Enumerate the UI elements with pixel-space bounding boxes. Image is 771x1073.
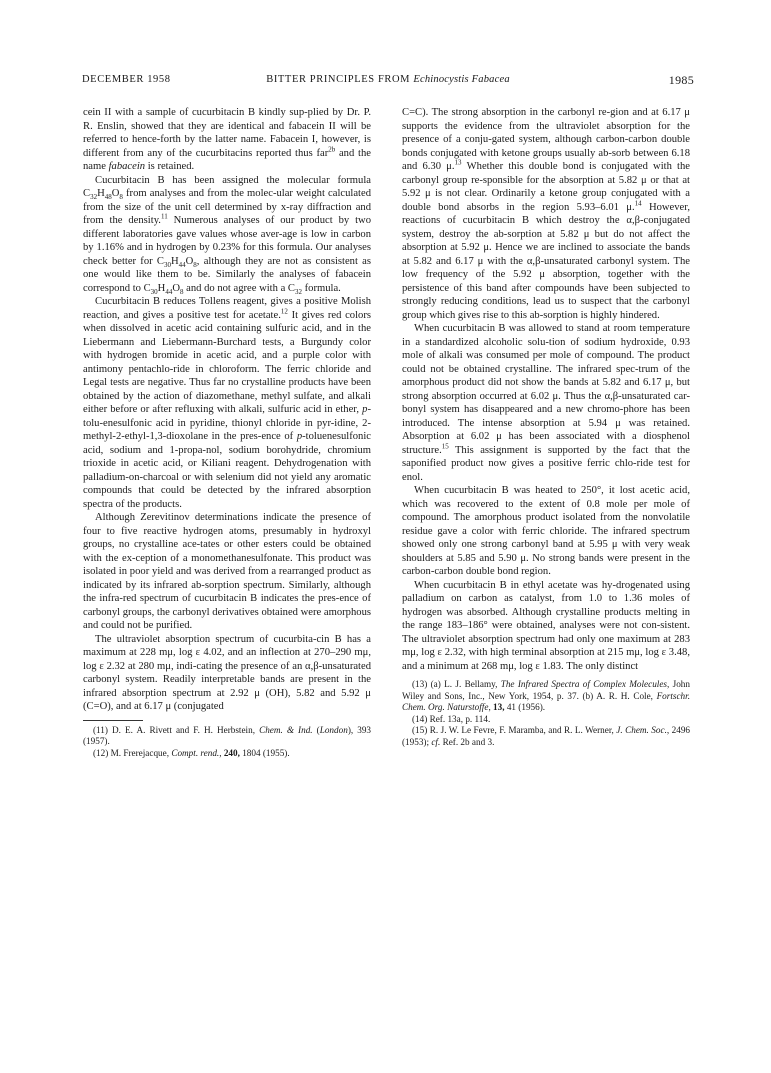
header-title-italic: Echinocystis Fabacea [413,74,510,85]
page-number: 1985 [668,73,694,87]
footnote-11: (11) D. E. A. Rivett and F. H. Herbstein, Chem. & Ind. (London), 393 (1957). [83,724,372,746]
running-header [82,74,694,88]
footnote-15: (15) R. J. W. Le Fevre, F. Maramba, and R. L. Werner, J. Chem. Soc., 2496 (1953); cf. Ref. 2b and 3. [402,725,691,747]
header-title [82,74,694,85]
paragraph: Cucurbitacin B has been assigned the molecular formula $C_{32}H_{48}O_8$ from analyses and from the molec-ular weight calculated from the size of the unit cell determined by x-ray diffraction and from the density.$^{11}$ Numerous analyses of our product by two different laboratories gave values whose aver-age is low in carbon by 1.16% and in hydrogen by 0.23% for this formula. Our analyses check better for $C_{30}H_{44}O_8$, although they are not as consistent as one would like them to be. Similarly the analyses of fabacein correspond to $C_{30}H_{44}O_8$ and do not agree with a $C_{32}$ formula. [83,174,371,296]
left-column [83,106,371,759]
footnote-13: (13) (a) L. J. Bellamy, The Infrared Spectra of Complex Molecules, John Wiley and Sons, Inc., New York, 1954, p. 37. (b) A. R. H. Cole, Fortschr. Chem. Org. Naturstoffe, 13, 41 (1956). [402,679,690,712]
footnotes-right [402,679,690,748]
footnotes-left [83,725,371,760]
footnote-14: (14) Ref. 13a, p. 114. [412,713,491,724]
header-title-plain: BITTER PRINCIPLES FROM [266,74,411,85]
footnote-rule [83,720,143,721]
paragraph: cein II with a sample of cucurbitacin B kindly sup-plied by Dr. P. R. Enslin, showed that they are identical and fabacein II will be referred to hence-forth by the latter name. Fabacein I, however, is different from any of the cucurbitacins reported thus far$^{2b}$ and the name fabacein is retained. [83,107,371,172]
footnote-12: (12) M. Frerejacque, Compt. rend., 240, 1804 (1955). [93,747,290,758]
paragraph: Although Zerevitinov determinations indicate the presence of four to five reactive hydrogen atoms, presumably in hydroxyl groups, no crystalline ace-tates or other esters could be obtained with the ex-ception of a monomethanesulfonate. This product was isolated in poor yield and was derived from a rearranged product as indicated by its infrared ab-sorption spectrum. Similarly, although the infra-red spectrum of cucurbitacin B indicates the pres-ence of carbonyl groups, the carbonyl derivatives obtained were amorphous and could not be purified. [83,512,371,631]
right-column [402,106,690,748]
paragraph: When cucurbitacin B was allowed to stand at room temperature in a standardized alcoholic solu-tion of sodium hydroxide, 0.93 mole of alkali was consumed per mole of compound. The product could not be obtained crystalline. The infrared spec-trum of the amorphous product did not show the bands at 5.82 and 6.17 μ, but strong absorption occurred at 6.02 μ. Thus the α,β-unsaturated car-bonyl system has disappeared and a new chromo-phore has been introduced. The intense absorption at 5.94 μ was retained. Absorption at 6.02 μ has been associated with a diosphenol structure.$^{15}$ This assignment is supported by the fact that the saponified product now gives a positive ferric chlo-ride test for enol. [402,323,690,483]
paragraph: Cucurbitacin B reduces Tollens reagent, gives a positive Molish reaction, and gives a positive test for acetate.$^{12}$ It gives red colors when dissolved in acetic acid containing sulfuric acid, and in the Liebermann and Liebermann-Burchard tests, a Burgundy color with hydrogen bromide in acetic acid, and a purple color with antimony pentachlo-ride in chloroform. The ferric chloride and Legal tests are negative. Thus far no crystalline products have been obtained by the action of diazomethane, methyl sulfate, and alkali either before or after refluxing with alkali, sulfuric acid in ether, p-tolu-enesulfonic acid in pyridine, thionyl chloride in pyr-idine, 2-methyl-2-ethyl-1,3-dioxolane in the pres-ence of p-toluenesulfonic acid, sodium and 1-propa-nol, sodium borohydride, chromium trioxide in acetic acid, or Kiliani reagent. Dehydrogenation with palladium-on-charcoal or with selenium did not yield any aromatic compounds that could be detected by the infrared absorption spectra of the products. [83,296,371,510]
paragraph: When cucurbitacin B was heated to 250°, it lost acetic acid, which was recovered to the extent of 0.8 mole per mole of compound. The amorphous product isolated from the nonvolatile residue gave a color with ferric chloride. The infrared spectrum showed only one strong carbonyl band at 5.95 μ with very weak shoulders at 5.85 and 5.90 μ. No strong bands were present in the carbon-carbon double bond region. [402,485,690,577]
header-date: DECEMBER 1958 [82,74,171,85]
paragraph: When cucurbitacin B in ethyl acetate was hy-drogenated using palladium on carbon as catalyst, from 1.0 to 1.36 moles of hydrogen was absorbed. Although crystalline products melting in the range 183–186° were obtained, analyses were not con-sistent. The ultraviolet absorption spectrum had only one maximum at 283 mμ, log ε 2.32, with high terminal absorption at 215 mμ, log ε 3.48, and a minimum at 268 mμ, log ε 1.83. The only distinct [402,579,690,672]
paragraph: C=C). The strong absorption in the carbonyl re-gion and at 6.17 μ supports the evidence from the ultraviolet absorption for the presence of a conju-gated system, although carbon-carbon double bonds conjugated with ketone groups usually ab-sorb between 6.18 and 6.30 μ.$^{13}$ Whether this double bond is conjugated with the carbonyl group re-sponsible for the absorption at 5.82 μ or that at 5.92 μ is not clear. Ordinarily a ketone group conjugated with a double bond absorbs in the region 5.93–6.01 μ.$^{14}$ However, reactions of cucurbitacin B which destroy the α,β-conjugated system, destroy the ab-sorption at 5.82 μ but do not affect the absorption at 5.92 μ. Hence we are inclined to associate the bands at 5.82 and 6.17 μ with the α,β-unsaturated carbonyl system. The low frequency of the 5.92 μ absorption, together with the persistence of this band after compounds have been subjected to strongly reducing conditions, lead us to suspect that the carbonyl group which gives rise to this ab-sorption is highly hindered. [402,107,691,321]
paragraph: The ultraviolet absorption spectrum of cucurbita-cin B has a maximum at 228 mμ, log ε 4.02, and an inflection at 270–290 mμ, log ε 2.32 at 280 mμ, indi-cating the presence of an α,β-unsaturated carbonyl system. Readily interpretable bands are present in the infrared absorption spectrum at 2.92 μ (OH), 5.82 and 5.92 μ (C=O), and at 6.17 μ (conjugated [83,633,371,712]
